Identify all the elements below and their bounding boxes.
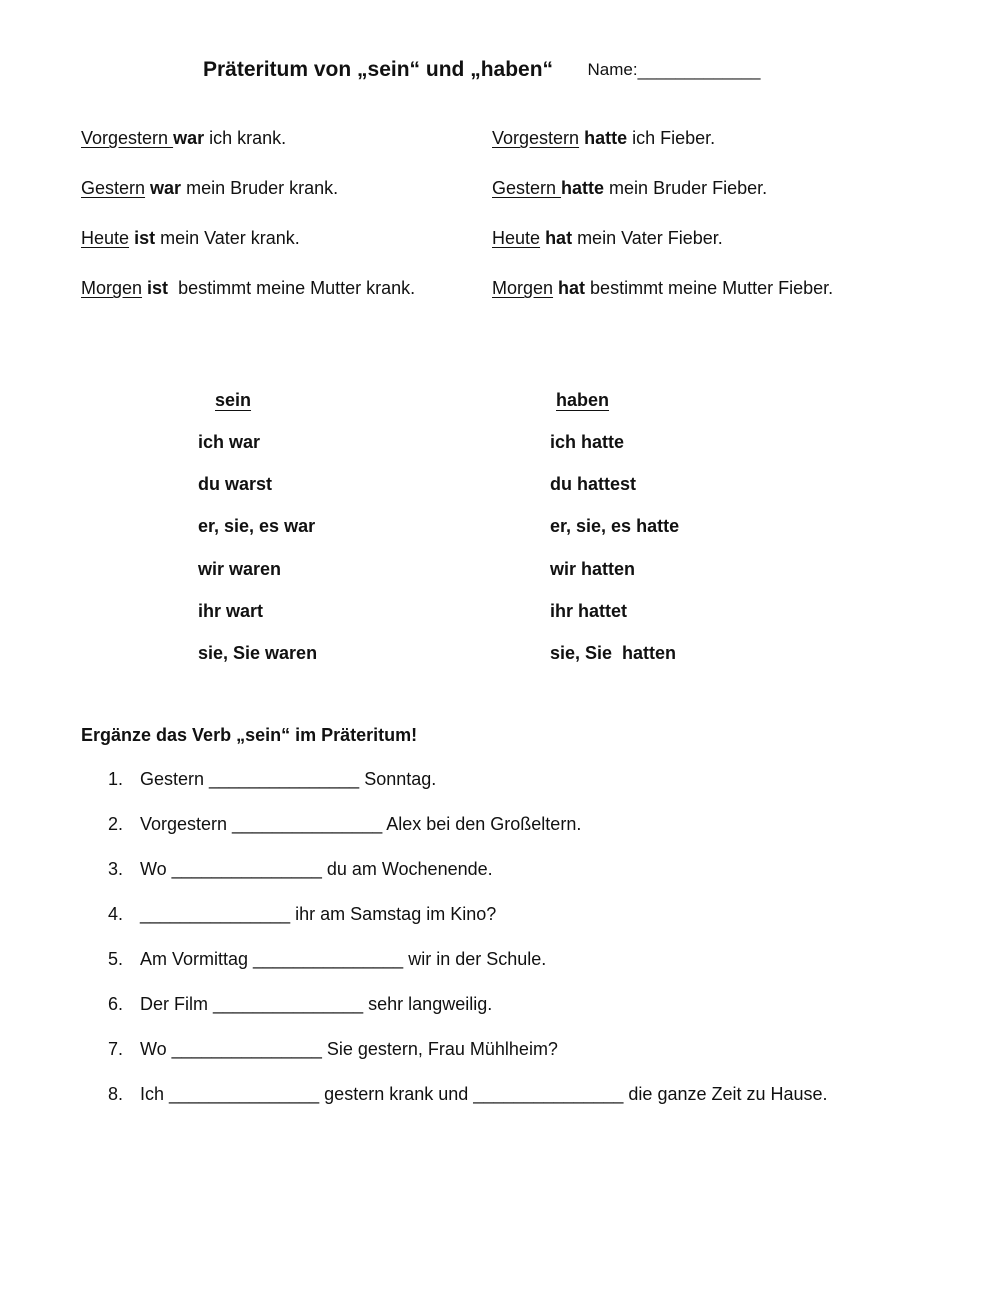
- exercise-number: 5.: [108, 949, 124, 969]
- time-word: Morgen: [492, 278, 554, 298]
- haben-conjugation: [550, 388, 679, 683]
- exercise-text: Vorgestern _______________ Alex bei den Großeltern.: [140, 814, 582, 834]
- conjugation-form: sie, Sie waren: [198, 642, 318, 663]
- sentence-rest: mein Vater Fieber.: [572, 228, 723, 248]
- haben-heading: haben: [556, 390, 610, 410]
- sentence-rest: ich krank.: [204, 128, 287, 148]
- example-line: [81, 175, 415, 225]
- example-line: [81, 125, 415, 175]
- verb-form: ist: [134, 228, 156, 248]
- exercise-number: 2.: [108, 814, 124, 834]
- sentence-rest: mein Bruder Fieber.: [604, 178, 768, 198]
- sein-conjugation: [198, 388, 317, 683]
- verb-form: war: [150, 178, 182, 198]
- conjugation-form: sie, Sie hatten: [550, 642, 677, 663]
- exercise-text: Gestern _______________ Sonntag.: [140, 769, 437, 789]
- exercise-text: Wo _______________ du am Wochenende.: [140, 859, 493, 879]
- example-line: [492, 175, 833, 225]
- exercise-number: 8.: [108, 1084, 124, 1104]
- exercise-item: [108, 1037, 828, 1082]
- exercise-list: [108, 767, 828, 1127]
- title-row: [203, 58, 761, 82]
- time-word: Heute: [492, 228, 541, 248]
- exercise-item: [108, 812, 828, 857]
- exercise-number: 6.: [108, 994, 124, 1014]
- sein-examples: [81, 125, 415, 325]
- conjugation-form: ihr hattet: [550, 600, 628, 621]
- exercise-text: Ich _______________ gestern krank und _______________ die ganze Zeit zu Hause.: [140, 1084, 828, 1104]
- example-line: [492, 125, 833, 175]
- verb-form: hat: [545, 228, 573, 248]
- exercise-number: 7.: [108, 1039, 124, 1059]
- example-line: [81, 225, 415, 275]
- time-word: Vorgestern: [492, 128, 580, 148]
- verb-form: hatte: [584, 128, 628, 148]
- sentence-rest: bestimmt meine Mutter krank.: [168, 278, 416, 298]
- sentence-rest: bestimmt meine Mutter Fieber.: [585, 278, 834, 298]
- conjugation-form: ich hatte: [550, 432, 625, 452]
- exercise-number: 4.: [108, 904, 124, 924]
- time-word: Gestern: [492, 178, 562, 198]
- exercise-number: 3.: [108, 859, 124, 879]
- conjugation-form: ihr wart: [198, 600, 264, 621]
- example-line: [81, 275, 415, 325]
- verb-form: ist: [147, 278, 169, 298]
- exercise-text: Wo _______________ Sie gestern, Frau Mühlheim?: [140, 1039, 558, 1059]
- conjugation-form: er, sie, es hatte: [550, 516, 680, 537]
- exercise-item: [108, 947, 828, 992]
- exercise-number: 1.: [108, 769, 124, 789]
- task-instruction: Ergänze das Verb „sein“ im Präteritum!: [81, 725, 418, 745]
- exercise-item: [108, 902, 828, 947]
- conjugation-form: er, sie, es war: [198, 516, 316, 537]
- conjugation-form: du warst: [198, 474, 273, 495]
- conjugation-form: du hattest: [550, 474, 637, 495]
- exercise-item: [108, 767, 828, 812]
- sein-heading: sein: [215, 390, 252, 410]
- example-line: [492, 225, 833, 275]
- conjugation-form: ich war: [198, 432, 261, 452]
- page-title: Präteritum von „sein“ und „haben“: [203, 58, 554, 81]
- sentence-rest: ich Fieber.: [627, 128, 716, 148]
- sentence-rest: mein Vater krank.: [155, 228, 300, 248]
- time-word: Heute: [81, 228, 130, 248]
- conjugation-form: wir hatten: [550, 558, 636, 579]
- name-blank: _____________: [637, 61, 761, 80]
- time-word: Gestern: [81, 178, 146, 198]
- exercise-text: Am Vormittag _______________ wir in der Schule.: [140, 949, 547, 969]
- exercise-item: [108, 992, 828, 1037]
- sentence-rest: mein Bruder krank.: [181, 178, 339, 198]
- conjugation-form: wir waren: [198, 558, 282, 579]
- verb-form: hatte: [561, 178, 605, 198]
- exercise-item: [108, 857, 828, 902]
- name-label: Name:: [587, 60, 638, 79]
- example-line: [492, 275, 833, 325]
- time-word: Vorgestern: [81, 128, 174, 148]
- verb-form: hat: [558, 278, 586, 298]
- exercise-text: Der Film _______________ sehr langweilig.: [140, 994, 493, 1014]
- haben-examples: [492, 125, 833, 325]
- exercise-item: [108, 1082, 828, 1127]
- exercise-text: _______________ ihr am Samstag im Kino?: [140, 904, 497, 924]
- time-word: Morgen: [81, 278, 143, 298]
- verb-form: war: [173, 128, 205, 148]
